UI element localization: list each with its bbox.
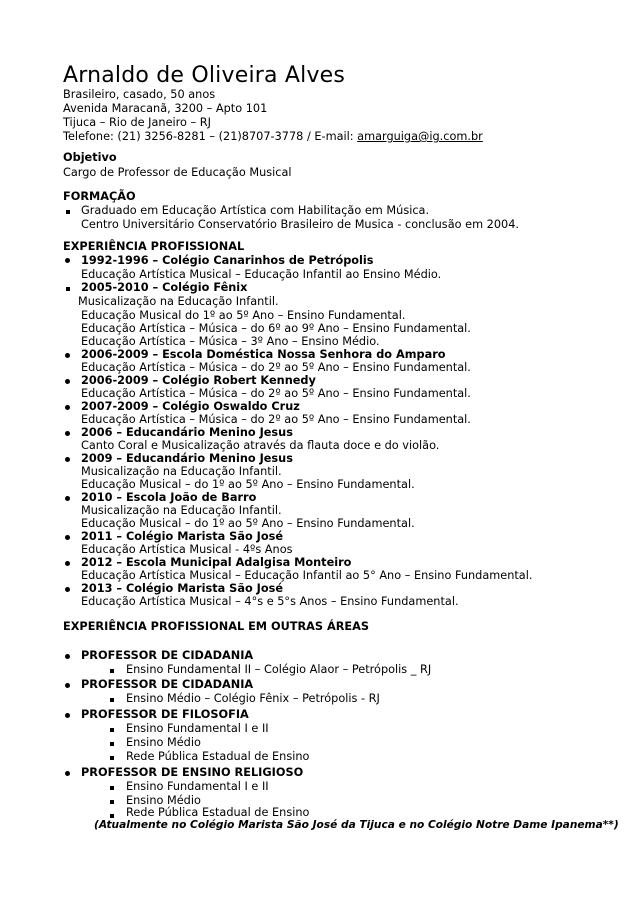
role-title: PROFESSOR DE ENSINO RELIGIOSO bbox=[81, 766, 304, 779]
bullet-icon bbox=[65, 771, 70, 776]
job-detail: Musicalização na Educação Infantil. bbox=[81, 504, 282, 517]
job-title: 2006 – Educandário Menino Jesus bbox=[81, 426, 293, 439]
job-title: 2006-2009 – Escola Doméstica Nossa Senhora do Amparo bbox=[81, 348, 446, 361]
square-bullet-icon bbox=[110, 698, 114, 702]
job-detail: Educação Artística – Música – do 2º ao 5º Ano – Ensino Fundamental. bbox=[81, 387, 471, 400]
square-bullet-icon bbox=[110, 800, 114, 804]
experiencia-heading: EXPERIÊNCIA PROFISSIONAL bbox=[63, 240, 245, 253]
bullet-icon bbox=[65, 713, 70, 718]
job-title: 2013 – Colégio Marista São José bbox=[81, 582, 283, 595]
job-title: 2012 – Escola Municipal Adalgisa Monteiro bbox=[81, 556, 352, 569]
job-detail: Educação Musical – do 1º ao 5º Ano – Ensino Fundamental. bbox=[81, 478, 415, 491]
role-title: PROFESSOR DE CIDADANIA bbox=[81, 649, 254, 662]
page-title: Arnaldo de Oliveira Alves bbox=[63, 63, 346, 88]
square-bullet-icon bbox=[110, 742, 114, 746]
objetivo-heading: Objetivo bbox=[63, 151, 117, 164]
square-bullet-icon bbox=[110, 756, 114, 760]
square-bullet-icon bbox=[66, 287, 70, 291]
role-item: Ensino Médio bbox=[126, 736, 201, 749]
square-bullet-icon bbox=[110, 669, 114, 673]
bullet-icon bbox=[65, 379, 70, 384]
role-item: Ensino Fundamental I e II bbox=[126, 780, 269, 793]
role-item: Rede Pública Estadual de Ensino bbox=[126, 806, 310, 819]
address-line-1: Avenida Maracanã, 3200 – Apto 101 bbox=[63, 102, 268, 115]
role-item: Ensino Fundamental I e II bbox=[126, 722, 269, 735]
role-item: Rede Pública Estadual de Ensino bbox=[126, 750, 310, 763]
email-link[interactable]: amarguiga@ig.com.br bbox=[357, 130, 483, 143]
square-bullet-icon bbox=[66, 210, 70, 214]
bullet-icon bbox=[65, 496, 70, 501]
objetivo-text: Cargo de Professor de Educação Musical bbox=[63, 166, 292, 179]
job-title: 2005-2010 – Colégio Fênix bbox=[81, 281, 248, 294]
address-line-2: Tijuca – Rio de Janeiro – RJ bbox=[63, 116, 211, 129]
job-title: 2006-2009 – Colégio Robert Kennedy bbox=[81, 374, 316, 387]
job-detail: Musicalização na Educação Infantil. bbox=[78, 295, 279, 308]
job-detail: Musicalização na Educação Infantil. bbox=[81, 465, 282, 478]
job-detail: Educação Artística – Música – 3º Ano – Ensino Médio. bbox=[81, 335, 380, 348]
role-item: Ensino Médio – Colégio Fênix – Petrópolis - RJ bbox=[126, 692, 380, 705]
job-title: 2007-2009 – Colégio Oswaldo Cruz bbox=[81, 400, 300, 413]
job-title: 2009 – Educandário Menino Jesus bbox=[81, 452, 293, 465]
role-title: PROFESSOR DE CIDADANIA bbox=[81, 678, 254, 691]
role-item: Ensino Fundamental II – Colégio Alaor – Petrópolis _ RJ bbox=[126, 663, 432, 676]
bullet-icon bbox=[65, 587, 70, 592]
personal-info: Brasileiro, casado, 50 anos bbox=[63, 88, 216, 101]
bullet-icon bbox=[65, 431, 70, 436]
job-detail: Educação Artística Musical – Educação Infantil ao Ensino Médio. bbox=[81, 268, 442, 281]
formacao-line-2: Centro Universitário Conservatório Brasileiro de Musica - conclusão em 2004. bbox=[81, 218, 520, 231]
job-detail: Educação Artística Musical – 4°s e 5°s Anos – Ensino Fundamental. bbox=[81, 595, 459, 608]
job-title: 2010 – Escola João de Barro bbox=[81, 491, 257, 504]
bullet-icon bbox=[65, 683, 70, 688]
formacao-line-1: Graduado em Educação Artística com Habilitação em Música. bbox=[81, 204, 430, 217]
square-bullet-icon bbox=[110, 786, 114, 790]
contact-line bbox=[63, 130, 483, 144]
bullet-icon bbox=[65, 353, 70, 358]
job-detail: Educação Musical do 1º ao 5º Ano – Ensino Fundamental. bbox=[81, 309, 406, 322]
job-detail: Educação Artística – Música – do 2º ao 5º Ano – Ensino Fundamental. bbox=[81, 413, 471, 426]
formacao-heading: FORMAÇÃO bbox=[63, 190, 136, 203]
bullet-icon bbox=[65, 561, 70, 566]
job-title: 1992-1996 – Colégio Canarinhos de Petrópolis bbox=[81, 254, 374, 267]
job-detail: Canto Coral e Musicalização através da flauta doce e do violão. bbox=[81, 439, 440, 452]
job-detail: Educação Musical – do 1º ao 5º Ano – Ensino Fundamental. bbox=[81, 517, 415, 530]
role-item: Ensino Médio bbox=[126, 794, 201, 807]
square-bullet-icon bbox=[110, 728, 114, 732]
job-detail: Educação Artística – Música – do 6º ao 9º Ano – Ensino Fundamental. bbox=[81, 322, 471, 335]
bullet-icon bbox=[65, 535, 70, 540]
job-detail: Educação Artística Musical - 4ºs Anos bbox=[81, 543, 293, 556]
role-title: PROFESSOR DE FILOSOFIA bbox=[81, 708, 249, 721]
current-position-note: (Atualmente no Colégio Marista São José da Tijuca e no Colégio Notre Dame Ipanema**) bbox=[94, 819, 619, 831]
job-title: 2011 – Colégio Marista São José bbox=[81, 530, 283, 543]
bullet-icon bbox=[65, 405, 70, 410]
bullet-icon bbox=[65, 654, 70, 659]
contact-text: Telefone: (21) 3256-8281 – (21)8707-3778 / E-mail: bbox=[63, 130, 358, 143]
bullet-icon bbox=[65, 457, 70, 462]
job-detail: Educação Artística Musical – Educação Infantil ao 5° Ano – Ensino Fundamental. bbox=[81, 569, 533, 582]
bullet-icon bbox=[65, 258, 70, 263]
job-detail: Educação Artística – Música – do 2º ao 5º Ano – Ensino Fundamental. bbox=[81, 361, 471, 374]
outras-heading: EXPERIÊNCIA PROFISSIONAL EM OUTRAS ÁREAS bbox=[63, 620, 369, 633]
